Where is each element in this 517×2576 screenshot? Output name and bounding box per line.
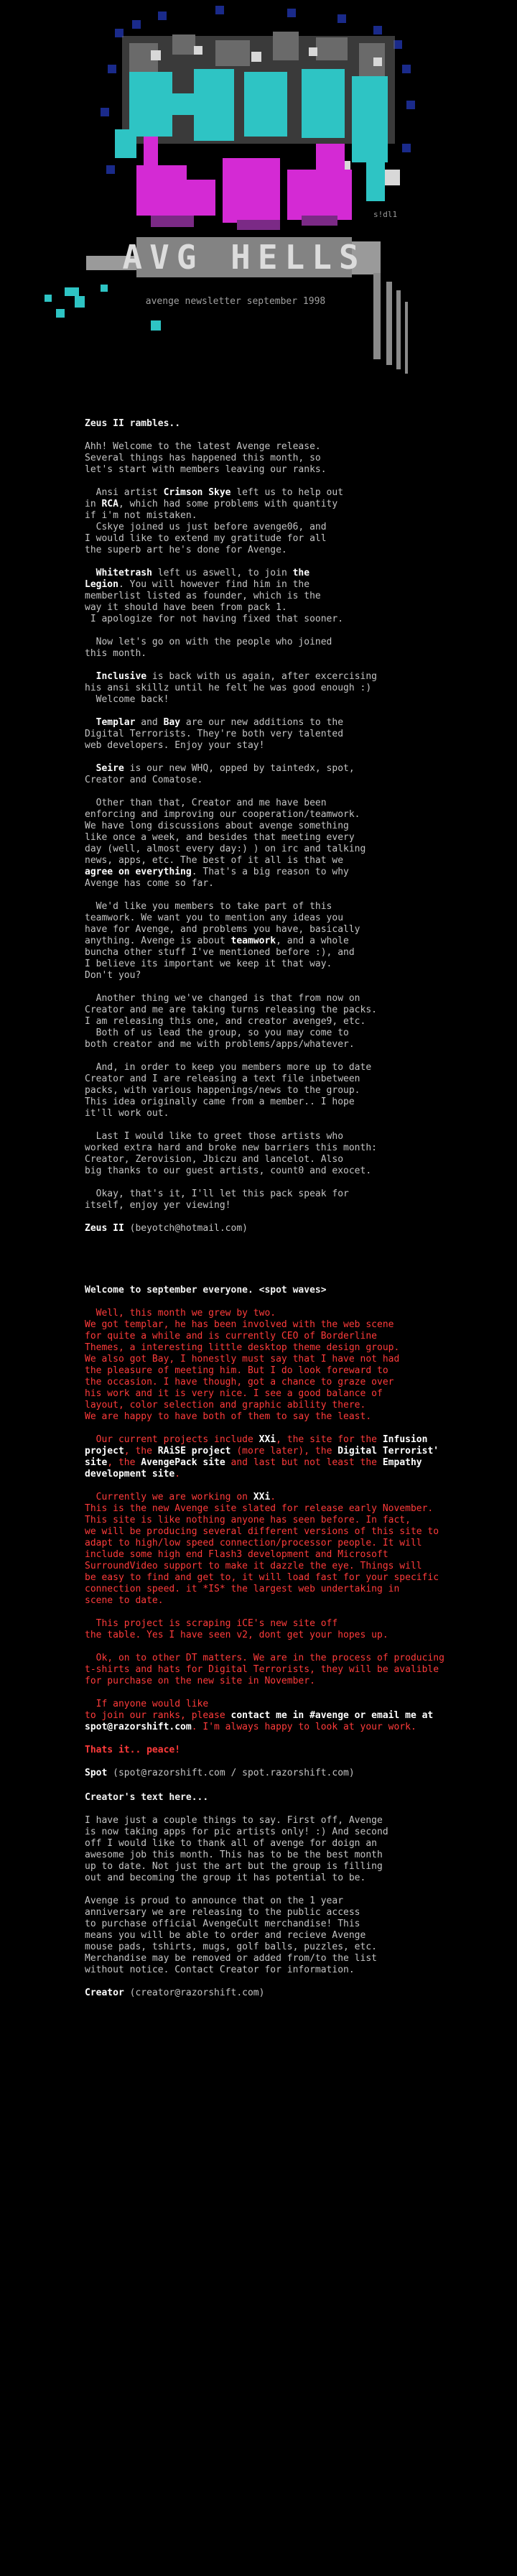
paragraph-inclusive: Inclusive is back with us again, after excercising his ansi skillz until he felt he was good enough :) Welcome back!	[85, 671, 378, 705]
creator-section	[85, 1792, 501, 1999]
paragraph-closing: Okay, that's it, I'll let this pack speak for itself, enjoy yer viewing!	[85, 1188, 349, 1211]
signature-creator: Creator (creator@razorshift.com)	[85, 1988, 265, 1998]
ansi-fade-bars	[373, 273, 408, 374]
section-title-zeus: Zeus II rambles..	[85, 418, 181, 429]
spot-section	[85, 1285, 501, 1779]
paragraph-peace: Thats it.. peace!	[85, 1745, 181, 1755]
ansi-logo-text: AVG HELLS	[122, 238, 366, 277]
paragraph-crimson-skye: Ansi artist Crimson Skye left us to help out in RCA, which had some problems with quantity if i'm not mistaken. Cskye joined us just before avenge06, and I would like to extend my gratitude for all the superb art he's done for Avenge.	[85, 487, 344, 555]
paragraph-ice-site: This project is scraping iCE's new site off the table. Yes I have seen v2, dont get your hopes up.	[85, 1618, 388, 1640]
paragraph-taking-turns: Another thing we've changed is that from now on Creator and me are taking turns releasing the packs. I am releasing this one, and creator avenge9, etc. Both of us lead the group, so you may come to both creator and me with problems/apps/whatever.	[85, 993, 377, 1050]
paragraph-new-members: Well, this month we grew by two. We got templar, he has been involved with the web scene for quite a while and is currently CEO of Borderline Themes, a interesting little desktop theme design group. We also got Bay, I honestly must say that I have not had the pleasure of meeting him. But I do look foreward to the occasion. I have though, got a chance to graze over his work and it is very nice. I see a good balance of layout, color selection and graphic ability there. We are happy to have both of them to say the least.	[85, 1308, 400, 1422]
paragraph-apps: I have just a couple things to say. First off, Avenge is now taking apps for pic artists only! :) And second off I would like to thank all of avenge for doign an awesome job this month. This has to be the best month up to date. Not just the art but the group is filling out and becoming the group it has potential to be.	[85, 1815, 388, 1883]
paragraph-welcome: Ahh! Welcome to the latest Avenge release. Several things has happened this month, so let's start with members leaving our ranks.	[85, 441, 327, 475]
section-title-spot: Welcome to september everyone. <spot waves>	[85, 1285, 327, 1296]
ansi-magenta-letters	[136, 137, 352, 223]
paragraph-merch-dt: Ok, on to other DT matters. We are in the process of producing t-shirts and hats for Digital Terrorists, they will be avalible for purchase on the new site in November.	[85, 1653, 444, 1686]
paragraph-text-file: And, in order to keep you members more up to date Creator and I are releasing a text file inbetween packs, with various happenings/news to the group. This idea originally came from a member.. I hope it'll work out.	[85, 1062, 372, 1119]
paragraph-joined: Now let's go on with the people who joined this month.	[85, 637, 332, 659]
paragraph-teamwork: We'd like you members to take part of this teamwork. We want you to mention any ideas you have for Avenge, and problems you have, basically anything. Avenge is about teamwork, and a whole buncha other stuff I've mentioned before :), and I believe its important we keep it that way. Don't you?	[85, 901, 360, 981]
paragraph-anniversary: Avenge is proud to announce that on the 1 year anniversary we are releasing to the public access to purchase official AvengeCult merchandise! This means you will be able to order and recieve Avenge mouse pads, tshirts, mugs, golf balls, puzzles, etc. Merchandise may be removed or added from/to the list without notice. Contact Creator for information.	[85, 1896, 377, 1975]
newsletter-body	[85, 418, 501, 1999]
paragraph-whitetrash: Whitetrash left us aswell, to join the Legion. You will however find him in the memberlist listed as founder, which is the way it should have been from pack 1. I apologize for not having fixed that sooner.	[85, 568, 344, 624]
newsletter-subtitle: avenge newsletter september 1998	[145, 296, 326, 307]
signature-zeus: Zeus II (beyotch@hotmail.com)	[85, 1223, 248, 1234]
paragraph-xxi-site: Currently we are working on XXi. This is the new Avenge site slated for release early November. This site is like nothing anyone has seen before. In fact, we will be producing several different versions of this site to adapt to high/low speed connection/processor people. It will include some high end Flash3 development and Microsoft SurroundVideo support to make it dazzle the eye. Things will be easy to find and get to, it will load fast for your specific connection speed. it *IS* the largest web undertaking in scene to date.	[85, 1492, 439, 1606]
paragraph-seire: Seire is our new WHQ, opped by taintedx, spot, Creator and Comatose.	[85, 763, 355, 785]
paragraph-projects: Our current projects include XXi, the site for the Infusion project, the RAiSE project (more later), the Digital Terrorist' site, the AvengePack site and last but not least the Empathy development site.	[85, 1434, 439, 1479]
paragraph-templar-bay: Templar and Bay are our new additions to the Digital Terrorists. They're both very talented web developers. Enjoy your stay!	[85, 717, 344, 751]
paragraph-cooperation: Other than that, Creator and me have been enforcing and improving our cooperation/teamwork. We have long discussions about avenge something like once a week, and besides that meeting every day (well, almost every day:) ) on irc and talking news, apps, etc. The best of it all is that we agree on everything. That's a big reason to why Avenge has come so far.	[85, 798, 366, 889]
section-title-creator: Creator's text here...	[85, 1792, 209, 1803]
signature-spot: Spot (spot@razorshift.com / spot.razorshift.com)	[85, 1768, 355, 1778]
ansi-logo-banner	[0, 0, 517, 402]
paragraph-greetings: Last I would like to greet those artists who worked extra hard and broke new barriers this month: Creator, Zerovision, Jbiczu and lancelot. Also big thanks to our guest artists, count0 and exocet.	[85, 1131, 377, 1176]
zeus-section	[85, 418, 501, 1234]
paragraph-join-ranks: If anyone would like to join our ranks, please contact me in #avenge or email me at spot@razorshift.com. I'm always happy to look at your work.	[85, 1699, 434, 1732]
ansi-teal-splash	[45, 285, 161, 331]
artist-tag: s!dl1	[373, 210, 398, 219]
